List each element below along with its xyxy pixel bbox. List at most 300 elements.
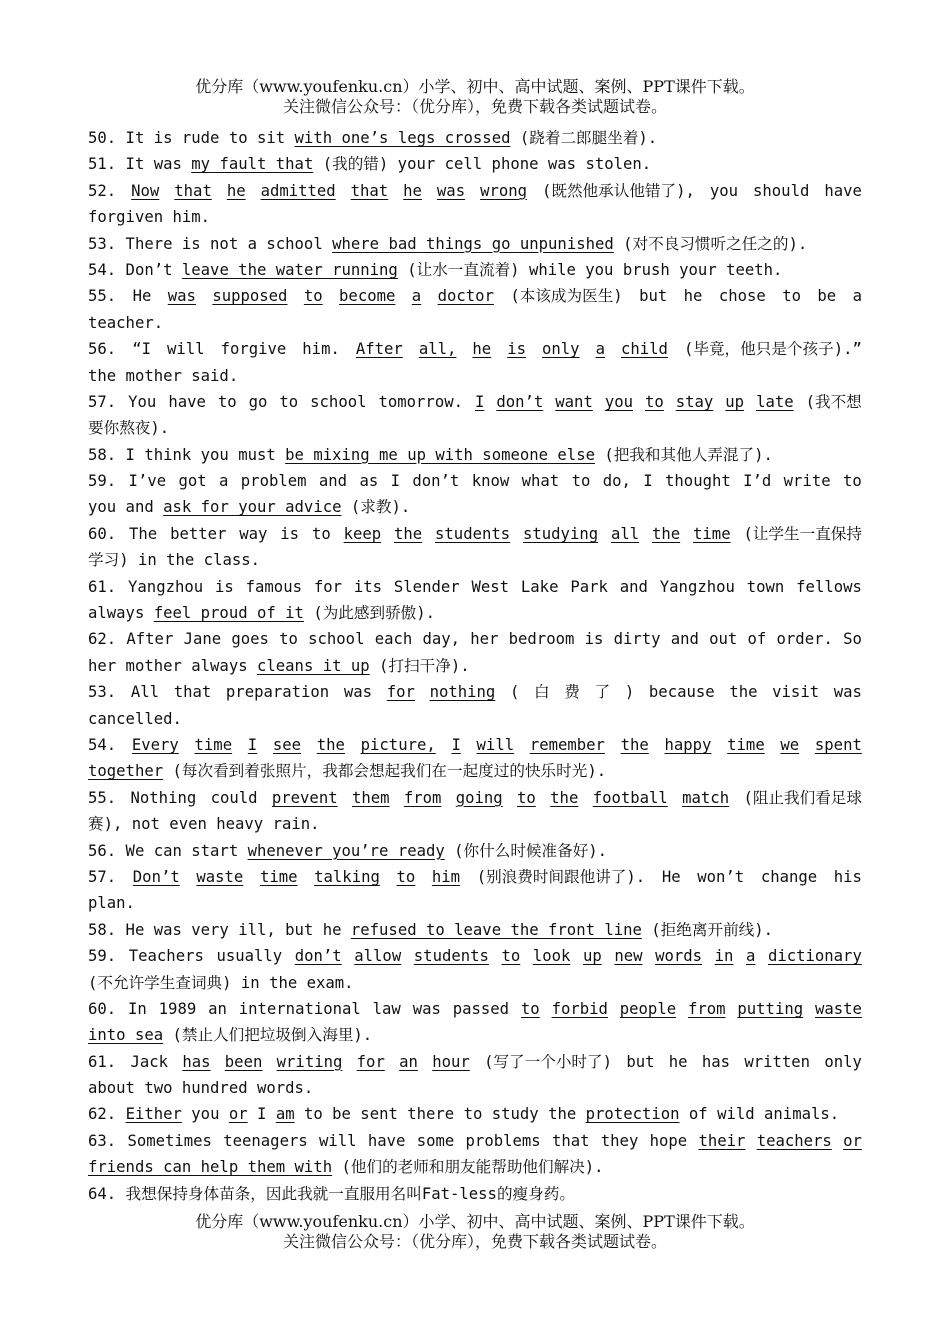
text-line	[88, 917, 862, 943]
text-segment: 56. We can start	[88, 841, 248, 860]
text-segment: (拒绝离开前线).	[641, 920, 774, 939]
text-segment: is	[584, 630, 604, 649]
text-line	[88, 758, 862, 784]
text-segment: written	[744, 1052, 811, 1071]
text-segment: (写了一个小时了)	[484, 1052, 613, 1071]
text-segment: 53. There is not a school	[88, 234, 333, 253]
underlined-phrase: the	[316, 735, 345, 754]
text-line	[88, 204, 862, 230]
text-segment: write	[783, 472, 831, 491]
text-segment: problems	[465, 1131, 541, 1150]
text-segment: 62.	[88, 1105, 126, 1124]
text-segment: forgiven him.	[88, 208, 211, 227]
underlined-phrase: remember	[529, 735, 605, 754]
text-segment: to	[571, 472, 591, 491]
text-segment: 62.	[88, 630, 117, 649]
underlined-phrase: that	[350, 181, 389, 200]
underlined-phrase: students	[413, 947, 489, 966]
text-line	[88, 890, 862, 916]
text-segment: an	[208, 999, 227, 1018]
text-segment: town	[746, 577, 785, 596]
text-segment: 60.	[88, 524, 117, 543]
underlined-phrase: been	[224, 1052, 263, 1071]
underlined-phrase: we	[780, 735, 800, 754]
underlined-phrase: all	[610, 524, 640, 543]
text-segment: 54. Don’t	[88, 260, 182, 279]
text-segment: to	[782, 287, 801, 306]
text-segment: 61.	[88, 1052, 117, 1071]
text-segment: was	[343, 683, 373, 702]
text-segment: In	[128, 999, 147, 1018]
text-segment: 赛), not even heavy rain.	[88, 815, 320, 834]
underlined-phrase: writing	[276, 1052, 343, 1071]
text-segment: 51. It was	[88, 155, 192, 174]
text-line	[88, 442, 862, 468]
text-line	[88, 679, 862, 705]
underlined-phrase: football	[592, 788, 668, 807]
text-segment: Nothing	[130, 788, 197, 807]
text-segment: (毕竟，他只是个孩子).”	[683, 340, 862, 359]
text-segment: usually	[216, 947, 283, 966]
underlined-phrase: to	[501, 947, 521, 966]
underlined-phrase: want	[555, 392, 593, 411]
text-segment: could	[210, 788, 258, 807]
underlined-phrase: late	[756, 392, 794, 411]
footer-line-2: 关注微信公众号：（优分库），免费下载各类试题试卷。	[282, 1232, 667, 1251]
text-segment: West	[471, 577, 510, 596]
text-line	[88, 785, 862, 811]
text-segment: passed	[452, 999, 510, 1018]
text-segment: have	[824, 181, 862, 200]
underlined-phrase: prevent	[271, 788, 338, 807]
text-segment: he	[668, 1052, 688, 1071]
underlined-phrase: talking	[314, 867, 380, 886]
underlined-phrase: in	[714, 947, 734, 966]
underlined-phrase: was	[436, 181, 466, 200]
text-segment: (让水一直流着) while you brush your teeth.	[397, 260, 783, 279]
underlined-phrase: only	[542, 340, 580, 359]
underlined-phrase: studying	[523, 524, 599, 543]
underlined-phrase: doctor	[437, 287, 494, 306]
text-segment: 61.	[88, 577, 117, 596]
underlined-phrase: up	[725, 392, 745, 411]
underlined-phrase: putting	[737, 999, 804, 1018]
text-segment: way	[239, 524, 268, 543]
text-segment: Sometimes	[127, 1131, 212, 1150]
underlined-phrase: happy	[664, 735, 712, 754]
underlined-phrase: their	[698, 1131, 746, 1150]
text-segment: (对不良习惯听之任之的).	[613, 234, 808, 253]
underlined-phrase: he	[226, 181, 246, 200]
text-segment: Park	[570, 577, 608, 596]
text-line	[88, 1181, 862, 1207]
text-line	[88, 838, 862, 864]
underlined-phrase: to	[517, 788, 536, 807]
text-segment: 54.	[88, 735, 117, 754]
underlined-phrase: going	[455, 788, 503, 807]
underlined-phrase: or	[228, 1105, 248, 1124]
text-segment: (求教).	[341, 498, 411, 517]
text-segment: (他们的老师和朋友能帮助他们解决).	[332, 1158, 604, 1177]
text-line	[88, 1075, 862, 1101]
underlined-phrase: an	[399, 1052, 418, 1071]
underlined-phrase: time	[259, 867, 298, 886]
text-segment: Jane	[183, 630, 222, 649]
underlined-phrase: see	[272, 735, 302, 754]
underlined-phrase: that	[174, 181, 212, 200]
text-segment: law	[372, 999, 401, 1018]
text-segment: to	[279, 630, 298, 649]
underlined-phrase: the	[394, 524, 423, 543]
text-segment: After	[126, 630, 174, 649]
text-line	[88, 178, 862, 204]
underlined-phrase: to	[520, 999, 540, 1018]
text-segment: You	[128, 392, 157, 411]
text-segment: will	[319, 1131, 357, 1150]
underlined-phrase: I	[474, 392, 485, 411]
underlined-phrase: I	[451, 735, 461, 754]
text-segment: teenagers	[223, 1131, 308, 1150]
text-segment: won’t	[697, 867, 745, 886]
text-segment: famous	[245, 577, 302, 596]
text-segment: (既然他承认他错了),	[541, 181, 695, 200]
text-segment: to	[279, 392, 299, 411]
text-segment: to be sent there to study the	[294, 1105, 586, 1124]
text-segment: forgive	[220, 340, 287, 359]
text-segment: of wild animals.	[679, 1105, 840, 1124]
underlined-phrase: from	[403, 788, 442, 807]
text-segment: Yangzhou	[659, 577, 735, 596]
text-line	[88, 1154, 862, 1180]
text-segment: (禁止人们把垃圾倒入海里).	[163, 1026, 373, 1045]
underlined-phrase: waste	[196, 867, 244, 886]
underlined-phrase: allow	[354, 947, 402, 966]
text-segment: 白	[534, 683, 550, 702]
underlined-phrase: I	[247, 735, 258, 754]
text-segment: (我的错) your cell phone was stolen.	[313, 155, 652, 174]
text-segment: but	[626, 1052, 655, 1071]
text-line	[88, 706, 862, 732]
text-line	[88, 943, 862, 969]
header-line-2: 关注微信公众号：（优分库），免费下载各类试题试卷。	[282, 97, 667, 116]
underlined-phrase: new	[614, 947, 643, 966]
underlined-phrase: people	[619, 999, 677, 1018]
underlined-phrase: words	[655, 947, 703, 966]
text-segment: its	[353, 577, 383, 596]
text-segment: All	[130, 683, 160, 702]
underlined-phrase: child	[621, 340, 668, 359]
text-line	[88, 231, 862, 257]
text-segment: each	[374, 630, 413, 649]
underlined-phrase: will	[476, 735, 515, 754]
text-segment: has	[701, 1052, 731, 1071]
text-segment: (跷着二郎腿坐着).	[510, 129, 658, 147]
underlined-phrase: refused to leave the front line	[350, 920, 642, 939]
text-line	[88, 336, 862, 362]
underlined-phrase: was	[167, 287, 196, 306]
underlined-phrase: my fault that	[191, 155, 314, 174]
underlined-phrase: up	[582, 947, 602, 966]
text-segment: but	[639, 287, 668, 306]
text-segment: for	[313, 577, 343, 596]
text-segment: (让学生一直保持	[743, 524, 862, 543]
text-segment: He	[132, 287, 152, 306]
underlined-phrase: to	[396, 867, 416, 886]
text-segment: (本该成为医生)	[510, 287, 623, 306]
text-segment: should	[753, 181, 810, 200]
text-segment: 59.	[88, 472, 117, 491]
text-line	[88, 996, 862, 1022]
text-segment: he	[683, 287, 703, 306]
underlined-phrase: him	[431, 867, 461, 886]
underlined-phrase: a	[745, 947, 756, 966]
underlined-phrase: be mixing me up with someone else	[285, 445, 595, 464]
underlined-phrase: the	[620, 735, 649, 754]
text-line	[88, 653, 862, 679]
text-line	[88, 970, 862, 996]
underlined-phrase: forbid	[551, 999, 608, 1018]
text-segment: school	[310, 392, 367, 411]
text-segment: you	[709, 181, 739, 200]
text-line	[88, 363, 862, 389]
underlined-phrase: am	[275, 1105, 295, 1124]
text-segment: Yangzhou	[128, 577, 204, 596]
text-segment: some	[416, 1131, 455, 1150]
text-segment: preparation	[225, 683, 330, 702]
text-segment: of	[747, 630, 767, 649]
text-segment: out	[709, 630, 738, 649]
underlined-phrase: time	[727, 735, 765, 754]
text-segment: 50. It is rude to sit	[88, 129, 295, 147]
text-segment: was	[833, 683, 862, 702]
underlined-phrase: don’t	[294, 947, 342, 966]
underlined-phrase: friends can help them with	[88, 1158, 333, 1177]
underlined-phrase: feel proud of it	[153, 604, 304, 623]
text-segment: go	[248, 392, 268, 411]
text-line	[88, 811, 862, 837]
text-segment: bedroom	[508, 630, 575, 649]
text-segment: school	[308, 630, 365, 649]
text-line	[88, 468, 862, 494]
text-segment: and	[619, 577, 648, 596]
text-segment: 63.	[88, 1131, 117, 1150]
text-segment: better	[170, 524, 227, 543]
underlined-phrase: for	[356, 1052, 385, 1071]
text-segment: )	[624, 683, 635, 702]
underlined-phrase: don’t	[496, 392, 544, 411]
text-segment: I’d	[743, 472, 772, 491]
text-segment: to	[311, 524, 331, 543]
text-segment: (阻止我们看足球	[743, 788, 862, 807]
text-segment: got	[178, 472, 207, 491]
text-segment: order.	[776, 630, 833, 649]
text-segment: 55.	[88, 287, 117, 306]
text-segment: was	[412, 999, 441, 1018]
text-segment: (为此感到骄傲).	[303, 604, 436, 623]
underlined-phrase: nothing	[429, 683, 496, 702]
underlined-phrase: them	[351, 788, 390, 807]
text-segment: teacher.	[88, 313, 164, 332]
text-line	[88, 415, 862, 441]
text-segment: 费	[564, 683, 580, 702]
text-segment: Teachers	[128, 947, 204, 966]
text-segment: (每次看到着张照片，我都会想起我们在一起度过的快乐时光).	[163, 762, 607, 781]
page-header	[0, 77, 950, 117]
footer-line-1: 优分库（www.youfenku.cn）小学、初中、高中试题、案例、PPT课件下载。	[195, 1212, 755, 1231]
text-segment: 了	[594, 683, 611, 702]
text-segment: 59.	[88, 947, 117, 966]
text-segment: to	[843, 472, 862, 491]
text-segment: problem	[240, 472, 307, 491]
underlined-phrase: to	[644, 392, 664, 411]
underlined-phrase: time	[194, 735, 233, 754]
text-segment: (你什么时候准备好).	[444, 841, 608, 860]
text-segment: the	[729, 683, 758, 702]
underlined-phrase: a	[411, 287, 422, 306]
text-segment: him.	[302, 340, 340, 359]
text-segment: 56.	[88, 340, 117, 359]
text-segment: (不允许学生查词典) in the exam.	[88, 973, 354, 992]
text-line	[88, 1022, 862, 1048]
underlined-phrase: hour	[432, 1052, 470, 1071]
underlined-phrase: or	[843, 1131, 862, 1150]
text-segment: the mother said.	[88, 366, 239, 385]
underlined-phrase: become	[339, 287, 396, 306]
text-segment: (	[509, 683, 520, 702]
text-segment: goes	[231, 630, 269, 649]
text-segment: “I	[132, 340, 151, 359]
text-segment: I’ve	[128, 472, 167, 491]
underlined-phrase: is	[507, 340, 526, 359]
text-segment: only	[824, 1052, 862, 1071]
text-line	[88, 389, 862, 415]
text-segment: So	[843, 630, 862, 649]
text-segment: The	[129, 524, 158, 543]
text-segment: Slender	[393, 577, 460, 596]
text-segment: know	[471, 472, 510, 491]
text-segment: hope	[649, 1131, 688, 1150]
underlined-phrase: for	[386, 683, 415, 702]
text-segment: a	[852, 287, 862, 306]
text-segment: 53.	[88, 683, 117, 702]
underlined-phrase: supposed	[212, 287, 288, 306]
text-segment: will	[166, 340, 205, 359]
underlined-phrase: look	[532, 947, 571, 966]
underlined-phrase: together	[88, 762, 164, 781]
text-segment: cancelled.	[88, 709, 182, 728]
text-segment: chose	[718, 287, 766, 306]
text-segment: (别浪费时间跟他讲了).	[476, 867, 646, 886]
underlined-phrase: picture,	[360, 735, 436, 754]
text-line	[88, 310, 862, 336]
text-line	[88, 1128, 862, 1154]
underlined-phrase: the	[652, 524, 681, 543]
text-line	[88, 283, 862, 309]
underlined-phrase: he	[403, 181, 422, 200]
text-segment: day,	[422, 630, 461, 649]
exercise-list	[88, 125, 862, 1207]
underlined-phrase: Either	[125, 1105, 182, 1124]
underlined-phrase: wrong	[480, 181, 528, 200]
text-segment: a	[219, 472, 229, 491]
underlined-phrase: Now	[131, 181, 160, 200]
underlined-phrase: a	[595, 340, 605, 359]
underlined-phrase: he	[472, 340, 492, 359]
text-segment: 57.	[88, 867, 117, 886]
text-segment: (我不想	[805, 392, 862, 411]
text-segment: 58. I think you must	[88, 445, 286, 464]
underlined-phrase: After	[355, 340, 403, 359]
underlined-phrase: into sea	[88, 1026, 164, 1045]
text-segment: (把我和其他人弄混了).	[594, 445, 773, 464]
text-segment: dirty	[613, 630, 661, 649]
underlined-phrase: ask for your advice	[163, 498, 342, 517]
underlined-phrase: waste	[814, 999, 862, 1018]
text-segment: be	[817, 287, 837, 306]
text-line	[88, 574, 862, 600]
text-segment: and	[670, 630, 699, 649]
underlined-phrase: leave the water running	[181, 260, 398, 279]
underlined-phrase: all,	[418, 340, 457, 359]
underlined-phrase: teachers	[756, 1131, 832, 1150]
underlined-phrase: has	[182, 1052, 211, 1071]
text-line	[88, 1101, 862, 1127]
underlined-phrase: keep	[343, 524, 382, 543]
text-segment: they	[600, 1131, 639, 1150]
underlined-phrase: cleans it up	[257, 656, 370, 675]
underlined-phrase: admitted	[260, 181, 336, 200]
text-segment: 58. He was very ill, but he	[88, 920, 351, 939]
text-segment: is	[280, 524, 300, 543]
text-segment: I	[643, 472, 653, 491]
text-segment: always	[88, 604, 154, 623]
text-segment: tomorrow.	[378, 392, 463, 411]
underlined-phrase: protection	[585, 1105, 680, 1124]
text-segment: to	[217, 392, 237, 411]
text-segment: don’t	[412, 472, 460, 491]
underlined-phrase: spent	[814, 735, 862, 754]
text-segment: I	[247, 1105, 276, 1124]
text-segment: plan.	[88, 894, 135, 913]
text-segment: Jack	[130, 1052, 169, 1071]
underlined-phrase: whenever you’re ready	[247, 841, 445, 860]
underlined-phrase: dictionary	[767, 947, 862, 966]
underlined-phrase: with one’s legs crossed	[294, 129, 511, 147]
text-segment: 55.	[88, 788, 117, 807]
text-segment: her	[470, 630, 499, 649]
text-segment: thought	[665, 472, 731, 491]
text-segment: that	[173, 683, 212, 702]
page-footer	[0, 1212, 950, 1252]
text-segment: that	[551, 1131, 590, 1150]
underlined-phrase: the	[550, 788, 579, 807]
text-segment: have	[367, 1131, 406, 1150]
text-segment: 学习) in the class.	[88, 551, 261, 570]
underlined-phrase: Every	[131, 735, 179, 754]
underlined-phrase: time	[693, 524, 731, 543]
text-segment: visit	[772, 683, 820, 702]
text-line	[88, 257, 862, 283]
text-segment: fellows	[796, 577, 862, 596]
underlined-phrase: students	[435, 524, 511, 543]
underlined-phrase: Don’t	[132, 867, 180, 886]
text-segment: 52.	[88, 181, 117, 200]
text-segment: Lake	[520, 577, 559, 596]
text-segment: because	[648, 683, 715, 702]
underlined-phrase: to	[303, 287, 323, 306]
text-segment: have	[168, 392, 206, 411]
text-line	[88, 732, 862, 758]
